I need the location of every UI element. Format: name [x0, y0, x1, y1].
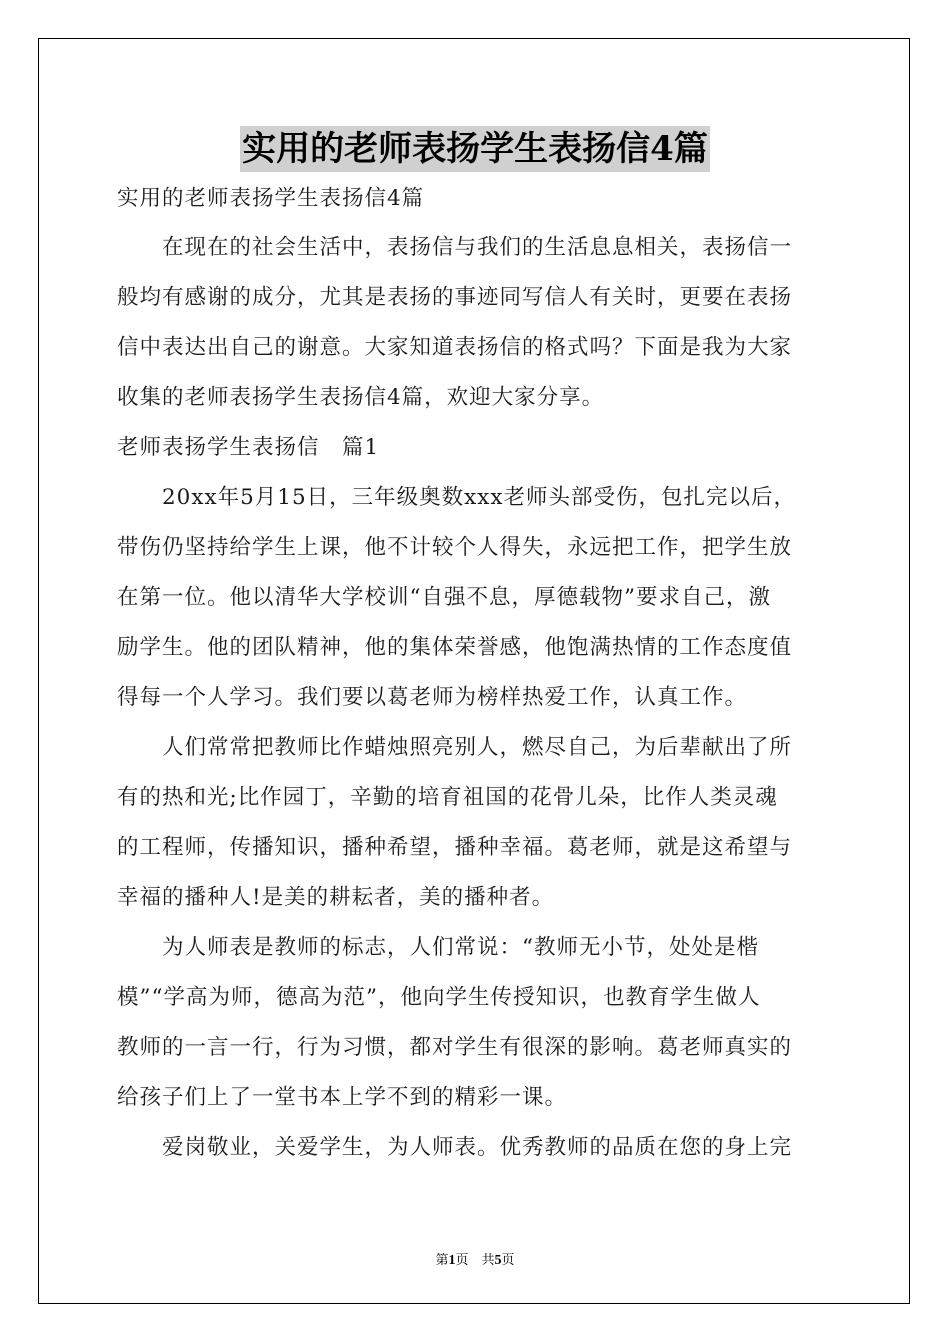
- text-line: 在现在的社会生活中，表扬信与我们的生活息息相关，表扬信一: [117, 235, 793, 260]
- title-container: [0, 126, 950, 172]
- text-line: 的工程师，传播知识，播种希望，播种幸福。葛老师，就是这希望与: [117, 835, 793, 860]
- footer-prefix: 第: [435, 1253, 449, 1268]
- text-line: 般均有感谢的成分，尤其是表扬的事迹同写信人有关时，更要在表扬: [117, 285, 793, 310]
- text-line: 教师的一言一行，行为习惯，都对学生有很深的影响。葛老师真实的: [117, 1035, 793, 1060]
- text-line: 带伤仍坚持给学生上课，他不计较个人得失，永远把工作，把学生放: [117, 535, 793, 560]
- page-border: [38, 38, 910, 1304]
- footer-page-number: 1: [448, 1253, 456, 1268]
- footer-suffix: 页: [501, 1253, 515, 1268]
- text-line: 20xx年5月15日，三年级奥数xxx老师头部受伤，包扎完以后，: [117, 485, 797, 510]
- footer-mid: 页 共: [455, 1253, 495, 1268]
- text-line: 老师表扬学生表扬信 篇1: [117, 435, 380, 460]
- text-line: 在第一位。他以清华大学校训“自强不息，厚德载物”要求自己，激: [117, 585, 771, 610]
- text-line: 爱岗敬业，关爱学生，为人师表。优秀教师的品质在您的身上完: [117, 1135, 793, 1160]
- text-line: 信中表达出自己的谢意。大家知道表扬信的格式吗？下面是我为大家: [117, 335, 793, 360]
- text-line: 人们常常把教师比作蜡烛照亮别人，燃尽自己，为后辈献出了所: [117, 735, 793, 760]
- text-line: 幸福的播种人!是美的耕耘者，美的播种者。: [117, 885, 555, 910]
- text-line: 给孩子们上了一堂书本上学不到的精彩一课。: [117, 1085, 568, 1110]
- page-footer: [0, 1249, 950, 1269]
- text-line: 实用的老师表扬学生表扬信4篇: [117, 186, 425, 211]
- text-line: 得每一个人学习。我们要以葛老师为榜样热爱工作，认真工作。: [117, 685, 748, 710]
- footer-total-pages: 5: [494, 1253, 502, 1268]
- text-line: 为人师表是教师的标志，人们常说：“教师无小节，处处是楷: [117, 935, 759, 960]
- text-line: 有的热和光;比作园丁，辛勤的培育祖国的花骨儿朵，比作人类灵魂: [117, 785, 778, 810]
- text-line: 收集的老师表扬学生表扬信4篇，欢迎大家分享。: [117, 385, 605, 410]
- text-line: 模”“学高为师，德高为范”，他向学生传授知识，也教育学生做人: [117, 985, 761, 1010]
- document-title: 实用的老师表扬学生表扬信4篇: [240, 126, 710, 172]
- text-line: 励学生。他的团队精神，他的集体荣誉感，他饱满热情的工作态度值: [117, 635, 793, 660]
